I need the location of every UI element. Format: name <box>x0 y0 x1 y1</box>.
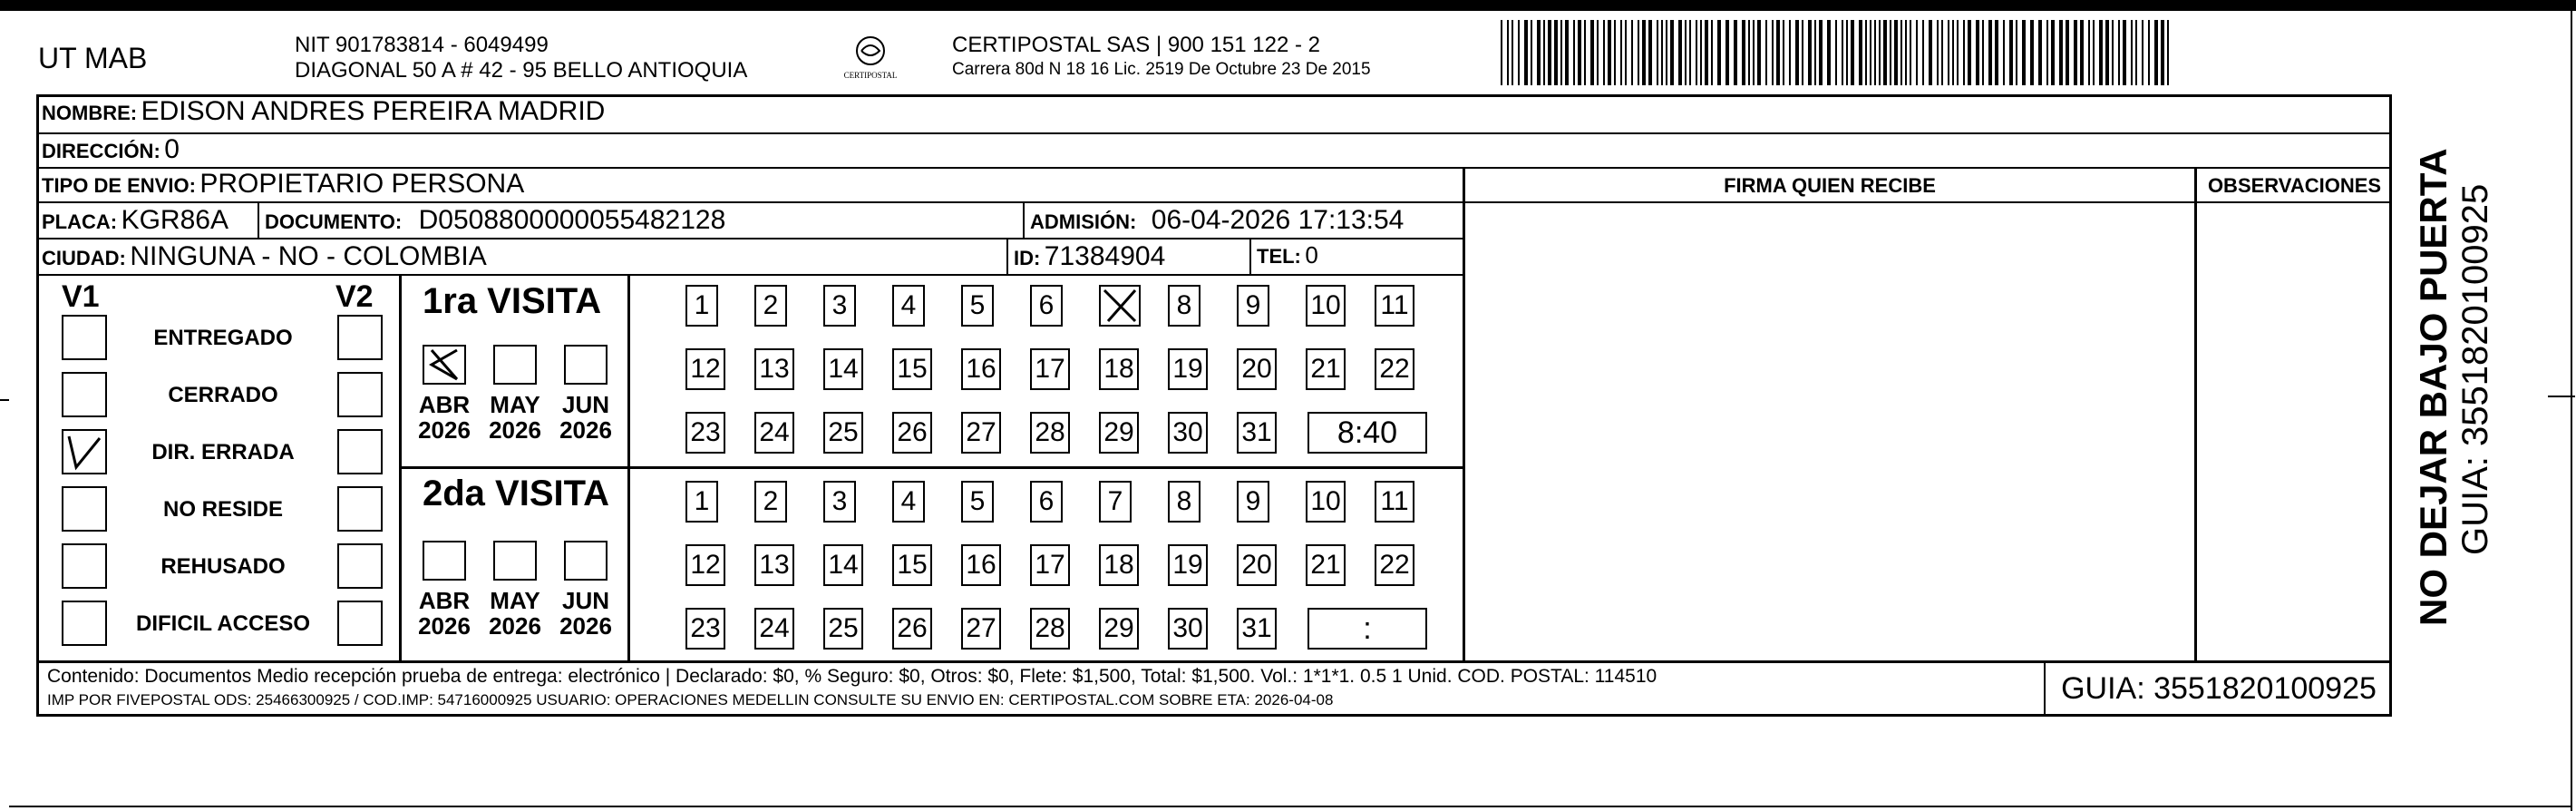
barcode-bar <box>1742 20 1745 85</box>
v2-checkbox[interactable] <box>337 315 383 360</box>
barcode-bar <box>1941 20 1943 85</box>
barcode-bar <box>1952 20 1954 85</box>
barcode-bar <box>1776 20 1780 85</box>
barcode-bar <box>2093 20 2095 85</box>
id-label: ID: <box>1014 247 1041 269</box>
day-cell[interactable]: 29 <box>1099 608 1139 650</box>
company-sub: Carrera 80d N 18 16 Lic. 2519 De Octubre 23 De 2015 <box>952 60 1371 79</box>
direccion-row <box>42 134 180 165</box>
barcode-bar <box>2161 20 2164 85</box>
edge-mark <box>0 399 9 401</box>
barcode-bar <box>1802 20 1803 85</box>
day-cell[interactable]: 6 <box>1030 285 1063 327</box>
barcode-bar <box>1734 20 1737 85</box>
tipo-value: PROPIETARIO PERSONA <box>199 169 525 199</box>
day-cell[interactable]: 9 <box>1237 481 1269 523</box>
v1-checkbox[interactable] <box>62 543 107 589</box>
barcode-bar <box>2148 20 2150 85</box>
barcode-bar <box>1890 20 1891 85</box>
v2-label: V2 <box>335 279 374 314</box>
barcode-bar <box>1883 20 1887 85</box>
v1-checkbox[interactable] <box>62 315 107 360</box>
footer-guia: GUIA: 3551820100925 <box>2061 671 2377 706</box>
tel-value: 0 <box>1305 241 1318 269</box>
tipo-row <box>42 169 524 200</box>
admision-cell <box>1030 205 1404 236</box>
v2-checkbox[interactable] <box>337 601 383 646</box>
barcode-bar <box>1879 20 1881 85</box>
admision-label: ADMISIÓN: <box>1030 210 1137 233</box>
day-cell[interactable]: 12 <box>685 544 725 586</box>
day-cell[interactable]: 21 <box>1306 544 1346 586</box>
nombre-label: NOMBRE: <box>42 102 138 124</box>
side-text-2: GUIA: 3551820100925 <box>2455 183 2495 555</box>
barcode-bar <box>1905 20 1907 85</box>
day-cell[interactable]: 3 <box>823 481 856 523</box>
barcode-bar <box>1948 20 1949 85</box>
barcode-bar <box>1620 20 1622 85</box>
day-cell[interactable] <box>1099 285 1141 327</box>
day-cell[interactable]: 10 <box>1306 481 1346 523</box>
barcode-bar <box>1518 20 1520 85</box>
barcode-bar <box>1795 20 1799 85</box>
day-cell[interactable]: 27 <box>961 412 1001 454</box>
barcode-bar <box>1597 20 1599 85</box>
barcode-bar <box>1642 20 1646 85</box>
barcode-bar <box>1929 20 1932 85</box>
barcode-bar <box>1608 20 1611 85</box>
day-cell[interactable]: 8 <box>1168 481 1201 523</box>
day-cell[interactable]: 15 <box>892 544 932 586</box>
day-cell[interactable]: 16 <box>961 348 1001 390</box>
barcode-bar <box>1846 20 1848 85</box>
barcode-bar <box>1835 20 1837 85</box>
barcode-bar <box>1910 20 1911 85</box>
barcode-bar <box>2105 20 2109 85</box>
barcode-bar <box>1531 20 1532 85</box>
barcode-bar <box>1543 20 1545 85</box>
day-cell[interactable]: 23 <box>685 412 725 454</box>
day-cell[interactable]: 14 <box>823 348 863 390</box>
barcode-bar <box>2154 20 2158 85</box>
tipo-label: TIPO DE ENVIO: <box>42 174 196 197</box>
barcode-bar <box>2022 20 2026 85</box>
day-cell[interactable]: 18 <box>1099 348 1139 390</box>
row-divider <box>36 660 2392 663</box>
status-label: CERRADO <box>168 383 278 407</box>
v1-checkbox[interactable] <box>62 601 107 646</box>
barcode-bar <box>1748 20 1750 85</box>
signature-area[interactable] <box>1465 203 2194 660</box>
day-cell[interactable]: 31 <box>1237 412 1277 454</box>
month-checkbox[interactable] <box>423 345 466 385</box>
day-cell[interactable]: 30 <box>1168 412 1208 454</box>
month-label: ABR 2026 <box>418 587 471 640</box>
day-cell[interactable]: 13 <box>754 544 794 586</box>
day-cell[interactable]: 22 <box>1375 348 1414 390</box>
barcode-bar <box>1900 20 1902 85</box>
day-cell[interactable]: 28 <box>1030 412 1070 454</box>
barcode-bar <box>1548 20 1551 85</box>
barcode-bar <box>1765 20 1767 85</box>
day-cell[interactable]: 24 <box>754 608 794 650</box>
barcode-bar <box>2016 20 2017 85</box>
footer-line2: IMP POR FIVEPOSTAL ODS: 25466300925 / COD.IMP: 54716000925 USUARIO: OPERACIONES MEDELLIN CONSULTE SU ENVIO EN: CERTIPOSTAL.COM SOBRE ETA: 2026-04-08 <box>47 691 1334 708</box>
day-cell[interactable]: 4 <box>892 481 925 523</box>
barcode-bar <box>1963 20 1965 85</box>
barcode-bar <box>1922 20 1924 85</box>
month-label: JUN 2026 <box>559 587 612 640</box>
day-cell[interactable]: 9 <box>1237 285 1269 327</box>
admision-value: 06-04-2026 17:13:54 <box>1151 205 1405 235</box>
barcode-bar <box>1625 20 1627 85</box>
day-cell[interactable]: 11 <box>1375 481 1414 523</box>
barcode-bar <box>1524 20 1528 85</box>
barcode-bar <box>1819 20 1823 85</box>
row-divider <box>36 274 1464 276</box>
day-cell[interactable]: 3 <box>823 285 856 327</box>
day-cell[interactable]: 16 <box>961 544 1001 586</box>
nombre-value: EDISON ANDRES PEREIRA MADRID <box>141 96 606 126</box>
barcode-bar <box>1988 20 1992 85</box>
barcode-bar <box>1717 20 1721 85</box>
col-divider <box>1023 203 1025 238</box>
documento-value: D0508800000055482128 <box>418 205 726 235</box>
documento-label: DOCUMENTO: <box>265 210 403 233</box>
company-name: CERTIPOSTAL SAS | 900 151 122 - 2 <box>952 33 1320 57</box>
ut-label: UT MAB <box>38 42 148 74</box>
barcode <box>1501 20 2176 85</box>
barcode-bar <box>1783 20 1784 85</box>
barcode-bar <box>1590 20 1594 85</box>
barcode-bar <box>2118 20 2120 85</box>
barcode-bar <box>1772 20 1774 85</box>
col-divider <box>627 274 630 660</box>
barcode-bar <box>2099 20 2103 85</box>
status-label: ENTREGADO <box>153 326 293 350</box>
barcode-bar <box>1789 20 1791 85</box>
barcode-bar <box>1685 20 1687 85</box>
v1-checkbox[interactable] <box>62 429 107 474</box>
day-cell[interactable]: 6 <box>1030 481 1063 523</box>
barcode-bar <box>2080 20 2084 85</box>
barcode-bar <box>1578 20 1581 85</box>
svg-text:CERTIPOSTAL: CERTIPOSTAL <box>843 71 898 80</box>
day-cell[interactable]: 25 <box>823 608 863 650</box>
row-divider <box>36 201 1464 203</box>
firma-label: FIRMA QUIEN RECIBE <box>1724 174 1936 197</box>
ciudad-value: NINGUNA - NO - COLOMBIA <box>130 241 487 271</box>
ciudad-cell <box>42 241 487 272</box>
day-cell[interactable]: 5 <box>961 481 994 523</box>
barcode-bar <box>1678 20 1682 85</box>
month-label: JUN 2026 <box>559 391 612 444</box>
ciudad-label: CIUDAD: <box>42 247 126 269</box>
barcode-bar <box>1859 20 1862 85</box>
v2-checkbox[interactable] <box>337 429 383 474</box>
month-label: MAY 2026 <box>489 391 541 444</box>
col-divider <box>258 203 259 238</box>
barcode-bar <box>1874 20 1876 85</box>
day-cell[interactable]: 1 <box>685 285 718 327</box>
v2-checkbox[interactable] <box>337 372 383 417</box>
day-cell[interactable]: 2 <box>754 481 787 523</box>
side-text-1: NO DEJAR BAJO PUERTA <box>2412 148 2454 626</box>
v1-checkbox[interactable] <box>62 372 107 417</box>
day-cell[interactable]: 31 <box>1237 608 1277 650</box>
visit-divider <box>402 466 1463 469</box>
day-cell[interactable]: 2 <box>754 285 787 327</box>
col-divider <box>1249 239 1251 274</box>
barcode-bar <box>1757 20 1761 85</box>
day-cell[interactable]: 22 <box>1375 544 1414 586</box>
v2-checkbox[interactable] <box>337 543 383 589</box>
day-cell[interactable]: 25 <box>823 412 863 454</box>
month-label: ABR 2026 <box>418 391 471 444</box>
day-cell[interactable]: 15 <box>892 348 932 390</box>
day-cell[interactable]: 19 <box>1168 348 1208 390</box>
barcode-bar <box>1657 20 1658 85</box>
day-cell[interactable]: 20 <box>1237 348 1277 390</box>
placa-value: KGR86A <box>121 205 228 235</box>
day-cell[interactable]: 26 <box>892 412 932 454</box>
day-cell[interactable]: 13 <box>754 348 794 390</box>
barcode-bar <box>2059 20 2063 85</box>
barcode-bar <box>1937 20 1939 85</box>
v1-checkbox[interactable] <box>62 486 107 532</box>
barcode-bar <box>1957 20 1959 85</box>
day-cell[interactable]: 17 <box>1030 544 1070 586</box>
barcode-bar <box>1976 20 1979 85</box>
status-label: DIR. ERRADA <box>151 440 295 464</box>
barcode-bar <box>1995 20 1998 85</box>
day-cell[interactable]: 10 <box>1306 285 1346 327</box>
month-label: MAY 2026 <box>489 587 541 640</box>
day-cell[interactable]: 19 <box>1168 544 1208 586</box>
nombre-row <box>42 96 605 127</box>
outer-bottom-border <box>9 806 2572 807</box>
time-box[interactable]: : <box>1307 608 1427 650</box>
day-cell[interactable]: 30 <box>1168 608 1208 650</box>
barcode-bar <box>1700 20 1702 85</box>
barcode-bar <box>2112 20 2114 85</box>
month-checkbox[interactable] <box>493 541 537 581</box>
barcode-bar <box>1689 20 1691 85</box>
nit-text: NIT 901783814 - 6049499 <box>295 33 549 57</box>
barcode-bar <box>1573 20 1575 85</box>
day-cell[interactable]: 7 <box>1099 481 1132 523</box>
barcode-bar <box>1537 20 1541 85</box>
day-cell[interactable]: 12 <box>685 348 725 390</box>
month-checkbox[interactable] <box>423 541 466 581</box>
placa-cell <box>42 205 228 236</box>
day-cell[interactable]: 23 <box>685 608 725 650</box>
barcode-bar <box>1814 20 1816 85</box>
day-cell[interactable]: 1 <box>685 481 718 523</box>
month-checkbox[interactable] <box>564 541 608 581</box>
month-checkbox[interactable] <box>493 345 537 385</box>
barcode-bar <box>1631 20 1633 85</box>
barcode-bar <box>1705 20 1708 85</box>
day-cell[interactable]: 4 <box>892 285 925 327</box>
barcode-bar <box>1603 20 1605 85</box>
barcode-bar <box>2142 20 2143 85</box>
v2-checkbox[interactable] <box>337 486 383 532</box>
barcode-bar <box>1916 20 1918 85</box>
row-divider <box>36 132 2392 134</box>
barcode-bar <box>1666 20 1667 85</box>
barcode-bar <box>1560 20 1562 85</box>
day-cell[interactable]: 27 <box>961 608 1001 650</box>
top-border <box>0 0 2576 11</box>
status-label: REHUSADO <box>160 554 286 579</box>
barcode-bar <box>1827 20 1831 85</box>
barcode-bar <box>1501 20 1502 85</box>
day-cell[interactable]: 17 <box>1030 348 1070 390</box>
barcode-bar <box>1648 20 1652 85</box>
v1-label: V1 <box>62 279 100 314</box>
visit1-title: 1ra VISITA <box>423 281 602 321</box>
direccion-label: DIRECCIÓN: <box>42 140 160 162</box>
id-value: 71384904 <box>1044 241 1166 271</box>
barcode-bar <box>1554 20 1558 85</box>
barcode-bar <box>2051 20 2055 85</box>
address-text: DIAGONAL 50 A # 42 - 95 BELLO ANTIOQUIA <box>295 58 748 83</box>
day-cell[interactable]: 21 <box>1306 348 1346 390</box>
barcode-bar <box>2167 20 2169 85</box>
id-cell <box>1014 241 1165 272</box>
barcode-bar <box>2030 20 2034 85</box>
barcode-bar <box>1725 20 1729 85</box>
barcode-bar <box>1507 20 1509 85</box>
barcode-bar <box>1670 20 1674 85</box>
barcode-bar <box>2038 20 2042 85</box>
day-cell[interactable]: 14 <box>823 544 863 586</box>
day-cell[interactable]: 11 <box>1375 285 1414 327</box>
barcode-bar <box>1711 20 1713 85</box>
barcode-bar <box>1808 20 1812 85</box>
barcode-bar <box>2135 20 2137 85</box>
barcode-bar <box>1865 20 1867 85</box>
month-checkbox[interactable] <box>564 345 608 385</box>
barcode-bar <box>2009 20 2013 85</box>
barcode-bar <box>1870 20 1871 85</box>
barcode-bar <box>2123 20 2126 85</box>
barcode-bar <box>1753 20 1755 85</box>
status-label: DIFICIL ACCESO <box>135 611 310 636</box>
certipostal-logo <box>834 33 907 83</box>
footer-line1: Contenido: Documentos Medio recepción prueba de entrega: electrónico | Declarado: $0, % Seguro: $0, Otros: $0, Flete: $1,500, Total: $1,500. Vol.: 1*1*1. 0.5 1 Unid. COD. POSTAL: 114510 <box>47 666 1657 687</box>
barcode-bar <box>1638 20 1639 85</box>
placa-label: PLACA: <box>42 210 118 233</box>
barcode-bar <box>1894 20 1898 85</box>
day-cell[interactable]: 8 <box>1168 285 1201 327</box>
day-cell[interactable]: 20 <box>1237 544 1277 586</box>
day-cell[interactable]: 26 <box>892 608 932 650</box>
barcode-bar <box>1851 20 1854 85</box>
barcode-bar <box>1614 20 1616 85</box>
day-cell[interactable]: 24 <box>754 412 794 454</box>
barcode-bar <box>1512 20 1513 85</box>
documento-cell <box>265 205 725 236</box>
barcode-bar <box>1968 20 1971 85</box>
barcode-bar <box>2088 20 2090 85</box>
barcode-bar <box>1842 20 1843 85</box>
observaciones-label: OBSERVACIONES <box>2207 174 2382 197</box>
day-cell[interactable]: 5 <box>961 285 994 327</box>
status-label: NO RESIDE <box>162 497 284 522</box>
tel-label: TEL: <box>1257 245 1301 268</box>
barcode-bar <box>2131 20 2133 85</box>
visit2-title: 2da VISITA <box>423 474 609 513</box>
barcode-bar <box>2074 20 2077 85</box>
observaciones-area[interactable] <box>2197 203 2392 660</box>
day-cell[interactable]: 18 <box>1099 544 1139 586</box>
barcode-bar <box>1661 20 1663 85</box>
barcode-bar <box>2066 20 2069 85</box>
time-box[interactable]: 8:40 <box>1307 412 1427 454</box>
barcode-bar <box>1584 20 1586 85</box>
tel-cell <box>1257 241 1318 269</box>
barcode-bar <box>2046 20 2048 85</box>
barcode-bar <box>1982 20 1984 85</box>
barcode-bar <box>1696 20 1697 85</box>
day-cell[interactable]: 29 <box>1099 412 1139 454</box>
direccion-value: 0 <box>164 134 180 164</box>
col-divider <box>1006 239 1008 274</box>
day-cell[interactable]: 28 <box>1030 608 1070 650</box>
barcode-bar <box>2003 20 2005 85</box>
barcode-bar <box>1565 20 1569 85</box>
outer-right-border <box>2571 11 2572 811</box>
